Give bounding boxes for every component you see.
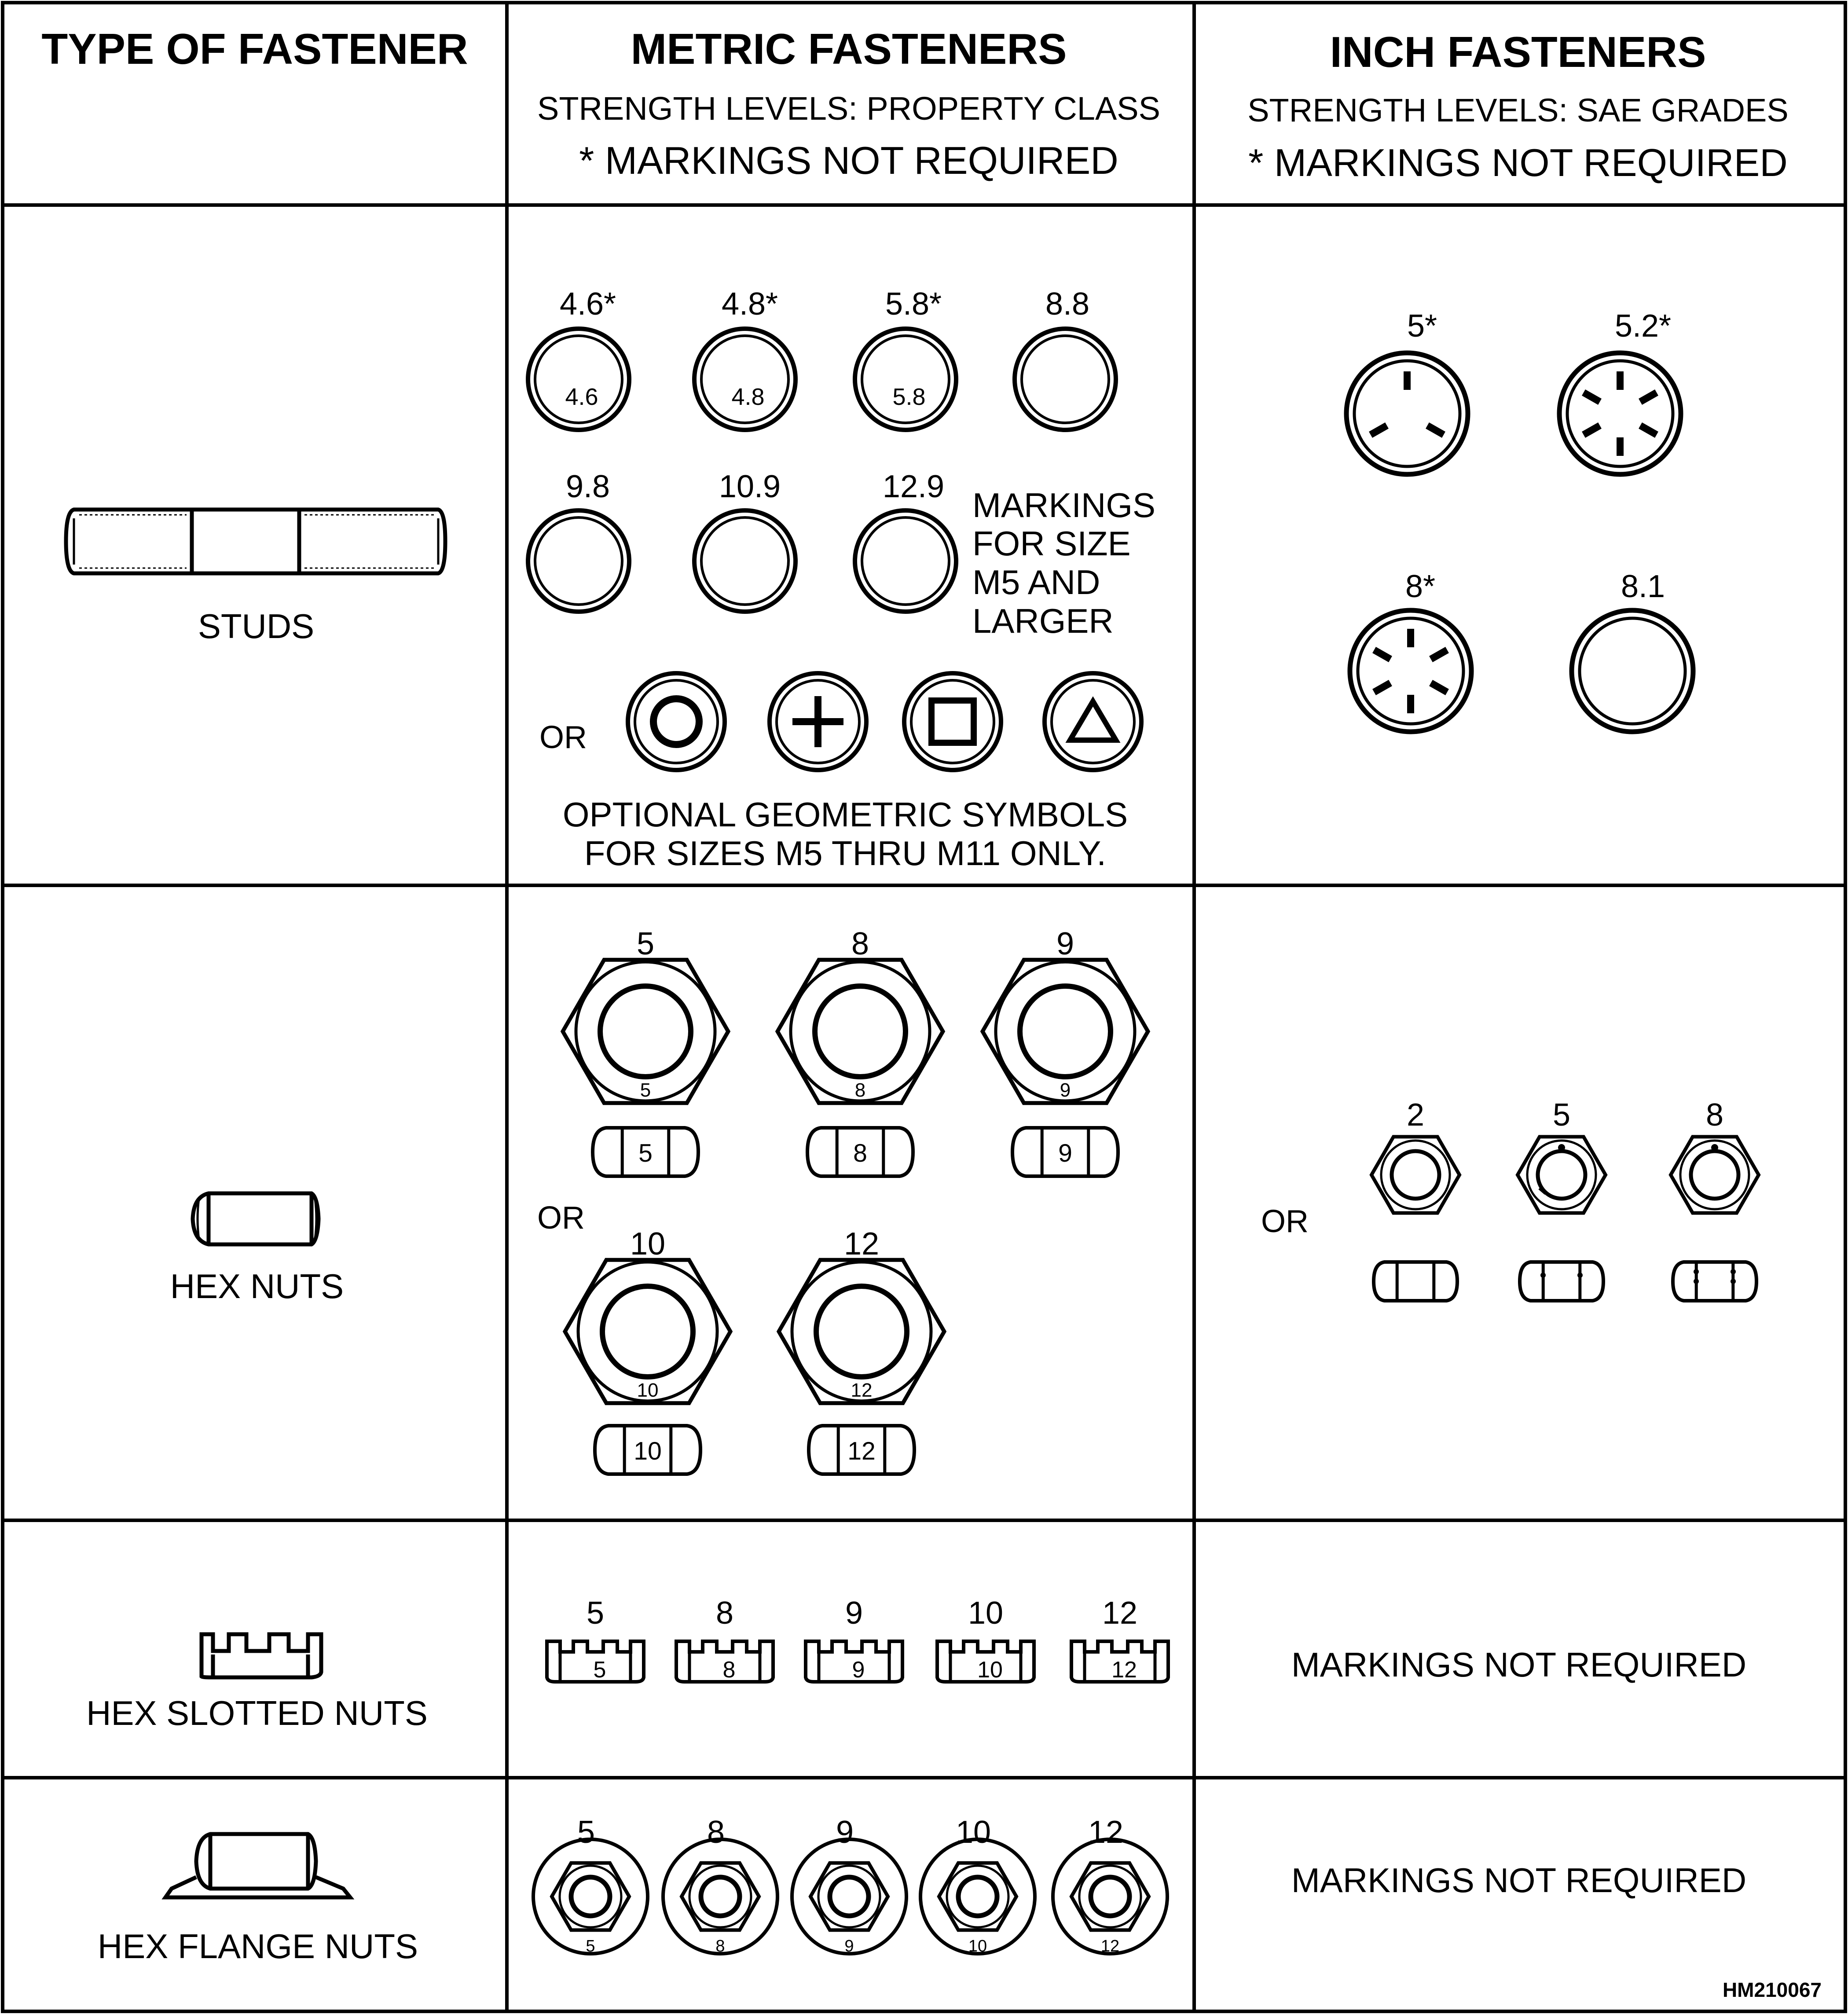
- stud-class-label: 4.6*: [559, 286, 616, 322]
- metric-flange-nut-10: [920, 1815, 1035, 1955]
- metric-slotted-nut-5: [547, 1596, 644, 1683]
- flange-nut-class-label: 5: [577, 1815, 595, 1850]
- inch-hex-nut-grade-5: [1518, 1097, 1606, 1301]
- flange-nut-class-label: 12: [1088, 1815, 1124, 1850]
- size-note: [972, 486, 1155, 640]
- metric-stud-mid-row: [528, 469, 1155, 640]
- slotted-nut-mark: 10: [977, 1657, 1003, 1683]
- metric-stud-top-row: [528, 286, 1116, 430]
- slotted-nut-class-label: 5: [586, 1596, 605, 1631]
- flange-inch-note: MARKINGS NOT REQUIRED: [1291, 1861, 1747, 1900]
- grade-label: 5.2*: [1614, 308, 1672, 344]
- circle-symbol-icon: [628, 673, 725, 770]
- symbol-note-line: FOR SIZES M5 THRU M11 ONLY.: [584, 834, 1107, 873]
- metric-hex-nut-10: [565, 1226, 730, 1474]
- hex-nut-class-label: 9: [1056, 926, 1074, 961]
- slotted-nut-mark: 5: [593, 1657, 606, 1683]
- metric-strength-subtitle: STRENGTH LEVELS: PROPERTY CLASS: [537, 90, 1161, 127]
- inch-stud-grade-8-1: [1572, 569, 1693, 732]
- hex-nut-class-label: 8: [851, 926, 869, 961]
- stud-mark-text: 5.8: [892, 384, 926, 410]
- nut-side-mark: 10: [634, 1437, 662, 1465]
- metric-slotted-nut-9: [806, 1596, 902, 1683]
- metric-slotted-nuts: [547, 1596, 1168, 1683]
- inch-hex-nuts: [1371, 1097, 1759, 1301]
- metric-fasteners-header: METRIC FASTENERS: [631, 25, 1067, 73]
- grade-label: 5*: [1407, 308, 1437, 344]
- hex-nut-face-mark: 9: [1060, 1079, 1071, 1101]
- nut-side-mark: 5: [638, 1139, 653, 1167]
- nut-side-view: [1673, 1262, 1756, 1301]
- size-note-line: FOR SIZE: [972, 524, 1131, 563]
- nut-side-view: [809, 1426, 914, 1474]
- grade-label: 8*: [1405, 569, 1436, 604]
- hex-slotted-nut-icon: [202, 1634, 321, 1677]
- plus-symbol-icon: [770, 673, 866, 770]
- flange-nut-mark: 10: [968, 1937, 987, 1955]
- metric-flange-nut-9: [792, 1815, 906, 1955]
- flange-nut-class-label: 9: [836, 1815, 854, 1850]
- stud-class-label: 10.9: [719, 469, 781, 504]
- hex-nut-face-mark: 8: [854, 1079, 866, 1101]
- slotted-nut-class-label: 10: [968, 1596, 1004, 1631]
- slotted-nut-class-label: 12: [1102, 1596, 1138, 1631]
- stud-mark-text: 4.8: [731, 384, 765, 410]
- geometric-symbols: [539, 673, 1141, 873]
- hex-nuts-label: HEX NUTS: [170, 1267, 344, 1306]
- hex-nut-face-mark: 10: [637, 1379, 659, 1401]
- inch-markings-note: * MARKINGS NOT REQUIRED: [1248, 141, 1788, 184]
- stud-class-label: 12.9: [882, 469, 945, 504]
- hex-flange-nut-icon: [165, 1834, 350, 1897]
- metric-markings-note: * MARKINGS NOT REQUIRED: [579, 139, 1118, 182]
- nut-side-mark: 9: [1058, 1139, 1072, 1167]
- metric-flange-nuts: [533, 1815, 1167, 1955]
- nut-side-view: [595, 1426, 700, 1474]
- stud-marking-8-8: [1015, 286, 1116, 430]
- hex-nut-grade-label: 5: [1552, 1097, 1571, 1133]
- studs-label: STUDS: [198, 607, 315, 646]
- hex-nut-class-label: 10: [630, 1226, 666, 1262]
- hex-nut-face-mark: 12: [851, 1379, 873, 1401]
- stud-marking-12-9: [855, 469, 956, 612]
- hex-slotted-nuts-label: HEX SLOTTED NUTS: [86, 1694, 428, 1732]
- hex-nut-icon: [193, 1193, 319, 1244]
- triangle-symbol-icon: [1045, 673, 1141, 770]
- metric-slotted-nut-10: [937, 1596, 1034, 1683]
- nut-side-mark: 12: [847, 1437, 876, 1465]
- stud-class-label: 5.8*: [885, 286, 942, 322]
- hex-nut-face-mark: 5: [640, 1079, 651, 1101]
- metric-flange-nut-5: [533, 1815, 648, 1955]
- slotted-nut-mark: 9: [852, 1657, 865, 1683]
- stud-marking-9-8: [528, 469, 629, 612]
- nut-side-view: [1374, 1262, 1457, 1301]
- slotted-nut-mark: 12: [1111, 1657, 1137, 1683]
- or-label: OR: [539, 720, 587, 755]
- inch-stud-grade-5: [1346, 308, 1468, 474]
- inch-fasteners-header: INCH FASTENERS: [1330, 28, 1706, 76]
- metric-hex-nuts: [563, 926, 1148, 1474]
- nut-side-view: [593, 1128, 698, 1176]
- slotted-nut-class-label: 9: [845, 1596, 863, 1631]
- nut-side-view: [807, 1128, 913, 1176]
- nut-side-view: [1520, 1262, 1603, 1301]
- metric-slotted-nut-8: [676, 1596, 773, 1683]
- stud-class-label: 4.8*: [721, 286, 778, 322]
- stud-icon: [66, 510, 445, 573]
- flange-nut-mark: 8: [715, 1937, 725, 1955]
- slotted-inch-note: MARKINGS NOT REQUIRED: [1291, 1645, 1747, 1684]
- grade-label: 8.1: [1621, 569, 1665, 604]
- inch-hex-nut-grade-8: [1671, 1097, 1759, 1301]
- inch-stud-grade-5-2: [1559, 308, 1681, 474]
- stud-class-label: 9.8: [565, 469, 610, 504]
- metric-hex-nut-8: [777, 926, 943, 1176]
- metric-flange-nut-8: [663, 1815, 777, 1955]
- flange-nut-mark: 5: [586, 1937, 595, 1955]
- slotted-nut-mark: 8: [722, 1657, 736, 1683]
- nut-side-view: [1012, 1128, 1118, 1176]
- or-label: OR: [1261, 1204, 1309, 1239]
- size-note-line: M5 AND: [972, 563, 1100, 602]
- hex-nut-grade-label: 2: [1406, 1097, 1425, 1133]
- flange-nut-class-label: 10: [955, 1815, 991, 1850]
- metric-hex-nut-12: [779, 1226, 944, 1474]
- stud-marking-4-8: [694, 286, 796, 430]
- hex-nut-grade-label: 8: [1705, 1097, 1724, 1133]
- inch-stud-grade-8: [1350, 569, 1471, 732]
- stud-marking-4-6: [528, 286, 629, 430]
- flange-nut-mark: 9: [844, 1937, 854, 1955]
- symbol-note-line: OPTIONAL GEOMETRIC SYMBOLS: [562, 795, 1128, 834]
- flange-nut-class-label: 8: [707, 1815, 725, 1850]
- inch-hex-nut-grade-2: [1371, 1097, 1459, 1301]
- hex-flange-nuts-label: HEX FLANGE NUTS: [97, 1927, 418, 1966]
- stud-class-label: 8.8: [1045, 286, 1090, 322]
- metric-slotted-nut-12: [1071, 1596, 1168, 1683]
- size-note-line: MARKINGS: [972, 486, 1156, 525]
- stud-mark-text: 4.6: [565, 384, 598, 410]
- size-note-line: LARGER: [972, 602, 1114, 640]
- inch-stud-grades: [1346, 308, 1693, 732]
- metric-hex-nut-5: [563, 926, 728, 1176]
- stud-marking-5-8: [855, 286, 956, 430]
- slotted-nut-class-label: 8: [715, 1596, 734, 1631]
- or-label: OR: [537, 1200, 585, 1236]
- inch-strength-subtitle: STRENGTH LEVELS: SAE GRADES: [1247, 92, 1789, 128]
- square-symbol-icon: [904, 673, 1001, 770]
- type-of-fastener-header: TYPE OF FASTENER: [41, 25, 468, 73]
- metric-hex-nut-9: [983, 926, 1148, 1176]
- figure-id: HM210067: [1722, 1978, 1822, 2001]
- nut-side-mark: 8: [853, 1139, 867, 1167]
- stud-marking-10-9: [694, 469, 796, 612]
- metric-flange-nut-12: [1053, 1815, 1167, 1955]
- hex-nut-class-label: 5: [636, 926, 655, 961]
- flange-nut-mark: 12: [1100, 1937, 1120, 1955]
- hex-nut-class-label: 12: [843, 1226, 880, 1262]
